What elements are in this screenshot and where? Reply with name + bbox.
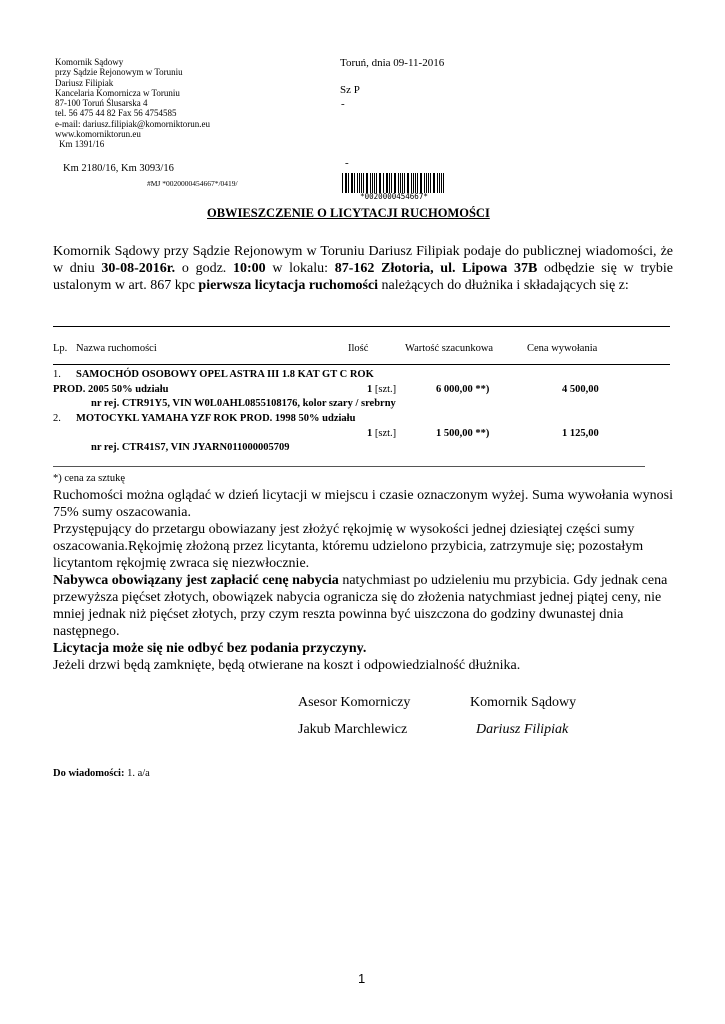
signature-right-title: Komornik Sądowy [470, 695, 577, 710]
addressee-dash: - [341, 98, 345, 110]
sender-line: tel. 56 475 44 82 Fax 56 4754585 [55, 108, 177, 119]
row-name: PROD. 2005 50% udziału [53, 384, 169, 395]
footnote: *) cena za sztukę [53, 473, 125, 484]
intro-text: w lokalu: [265, 261, 335, 276]
sender-line: przy Sądzie Rejonowym w Toruniu [55, 67, 183, 78]
row-qty: 1 [szt.] [367, 428, 397, 439]
col-start-price-header: Cena wywołania [527, 343, 598, 354]
row-detail: nr rej. CTR91Y5, VIN W0L0AHL0855108176, kolor szary / srebrny [91, 398, 396, 409]
barcode-bar [441, 173, 442, 193]
barcode-bar [398, 173, 399, 193]
col-estimate-header: Wartość szacunkowa [405, 343, 494, 354]
sender-line: www.komorniktorun.eu [55, 129, 141, 140]
sender-line: 87-100 Toruń Ślusarska 4 [55, 98, 148, 109]
auction-time: 10:00 [232, 261, 266, 276]
document-title: OBWIESZCZENIE O LICYTACJI RUCHOMOŚCI [207, 206, 490, 220]
row-lp: 2. [53, 413, 61, 424]
signature-left-title: Asesor Komorniczy [298, 695, 411, 710]
row-estimate: 6 000,00 **) [436, 384, 490, 395]
barcode-text: *0020000454667* [360, 192, 428, 201]
row-name: SAMOCHÓD OSOBOWY OPEL ASTRA III 1.8 KAT GT C ROK [76, 369, 374, 380]
barcode-bar [402, 173, 403, 193]
barcode-bar [351, 173, 353, 193]
no-cancel-paragraph: Licytacja może się nie odbyć bez podania przyczyny. [53, 641, 367, 656]
barcode-bar [411, 173, 412, 193]
barcode-bar [394, 173, 396, 193]
barcode-bar [366, 173, 368, 193]
barcode-bar [407, 173, 409, 193]
barcode-bar [420, 173, 422, 193]
barcode-bar [391, 173, 392, 193]
barcode-bar [424, 173, 425, 193]
barcode-bar [363, 173, 364, 193]
barcode-bar [433, 173, 435, 193]
col-name-header: Nazwa ruchomości [76, 343, 157, 354]
barcode-bar [413, 173, 414, 193]
barcode-bar [439, 173, 440, 193]
place-date: Toruń, dnia 09-11-2016 [340, 57, 445, 69]
row-estimate: 1 500,00 **) [436, 428, 490, 439]
divider [53, 466, 645, 467]
buyer-rest: natychmiast po udzieleniu mu przybicia. Gdy jednak cena przewyższa pięćset złotych, obowiązek nabycia ogranicza się do złożenia natychmiast jednej piątej ceny, nie mniej jednak niż pięćset złotych, przy czym reszta powinna być uiszczona do godziny dwunastej dnia następnego. [53, 573, 668, 639]
km-ref: Km 1391/16 [59, 139, 105, 150]
barcode [341, 173, 447, 201]
barcode-bar [426, 173, 427, 193]
barcode-bars [341, 173, 447, 193]
barcode-bar [386, 173, 388, 193]
page-number: 1 [358, 971, 366, 986]
barcode-bar [372, 173, 373, 193]
barcode-bar [430, 173, 431, 193]
row-qty: 1 [szt.] [367, 384, 397, 395]
auction-kind: pierwsza licytacja ruchomości [198, 278, 379, 293]
buyer-bold: Nabywca obowiązany jest zapłacić cenę nabycia [53, 573, 339, 588]
barcode-bar [357, 173, 358, 193]
barcode-bar [345, 173, 347, 193]
barcode-bar [437, 173, 438, 193]
barcode-bar [404, 173, 405, 193]
km-refs: Km 2180/16, Km 3093/16 [63, 163, 174, 174]
auction-date: 30-08-2016r. [101, 261, 176, 276]
intro-text: należących do dłużnika i składających się z: [378, 278, 629, 293]
signature-left-name: Jakub Marchlewicz [298, 722, 408, 737]
barcode-bar [383, 173, 384, 193]
barcode-bar [400, 173, 401, 193]
divider [53, 326, 670, 327]
auction-place: 87-162 Złotoria, ul. Lipowa 37B [334, 261, 538, 276]
distribution-label: Do wiadomości: [53, 768, 125, 779]
signature-right-name: Dariusz Filipiak [476, 722, 569, 737]
barcode-bar [361, 173, 362, 193]
deposit-paragraph: Przystępujący do przetargu obowiazany jest złożyć rękojmię w wysokości jednej dziesiątej części sumy oszacowania.Rękojmię złożoną przez licytanta, któremu udzielono przybicia, zatrzymuje się; pozostałym licytantom rękojmię zwraca się niezwłocznie. [53, 522, 644, 571]
barcode-bar [359, 173, 360, 193]
barcode-bar [417, 173, 418, 193]
row-detail: nr rej. CTR41S7, VIN JYARN011000005709 [91, 442, 290, 453]
row-start-price: 1 125,00 [562, 428, 599, 439]
buyer-paragraph [53, 572, 673, 640]
barcode-bar [374, 173, 375, 193]
sender-line: Dariusz Filipiak [55, 77, 114, 88]
row-lp: 1. [53, 369, 61, 380]
intro-text: Komornik Sądowy przy Sądzie Rejonowym w Toruniu Dariusz Filipiak podaje do publicznej wiadomości, że w dniu [53, 244, 673, 276]
doors-paragraph: Jeżeli drzwi będą zamknięte, będą otwierane na koszt i odpowiedzialność dłużnika. [53, 658, 521, 673]
addressee: Sz P [340, 84, 360, 96]
distribution [53, 768, 150, 779]
barcode-bar [428, 173, 429, 193]
sender-line: Komornik Sądowy [55, 57, 124, 67]
intro-text: odbędzie się w trybie ustalonym w art. 867 kpc [53, 261, 673, 293]
barcode-bar [354, 173, 355, 193]
mj-code: #MJ *0020000454667*/0419/ [147, 179, 238, 188]
barcode-bar [389, 173, 390, 193]
intro-paragraph [53, 243, 673, 294]
barcode-bar [370, 173, 371, 193]
col-qty-header: Ilość [348, 343, 369, 354]
divider [53, 364, 670, 365]
barcode-dash: - [345, 157, 349, 169]
barcode-bar [379, 173, 381, 193]
barcode-bar [342, 173, 343, 193]
distribution-value: 1. a/a [124, 768, 150, 779]
barcode-bar [348, 173, 349, 193]
intro-text: o godz. [175, 261, 233, 276]
sender-line: Kancelaria Komornicza w Toruniu [55, 87, 180, 98]
col-lp-header: Lp. [53, 343, 68, 354]
row-name: MOTOCYKL YAMAHA YZF ROK PROD. 1998 50% udziału [76, 413, 356, 424]
barcode-bar [443, 173, 444, 193]
barcode-bar [415, 173, 416, 193]
sender-block [55, 57, 210, 150]
sender-line: e-mail: dariusz.filipiak@komorniktorun.eu [55, 118, 210, 129]
barcode-bar [376, 173, 377, 193]
row-start-price: 4 500,00 [562, 384, 599, 395]
viewing-paragraph: Ruchomości można oglądać w dzień licytacji w miejscu i czasie oznaczonym wyżej. Suma wywołania wynosi 75% sumy oszacowania. [53, 488, 673, 520]
